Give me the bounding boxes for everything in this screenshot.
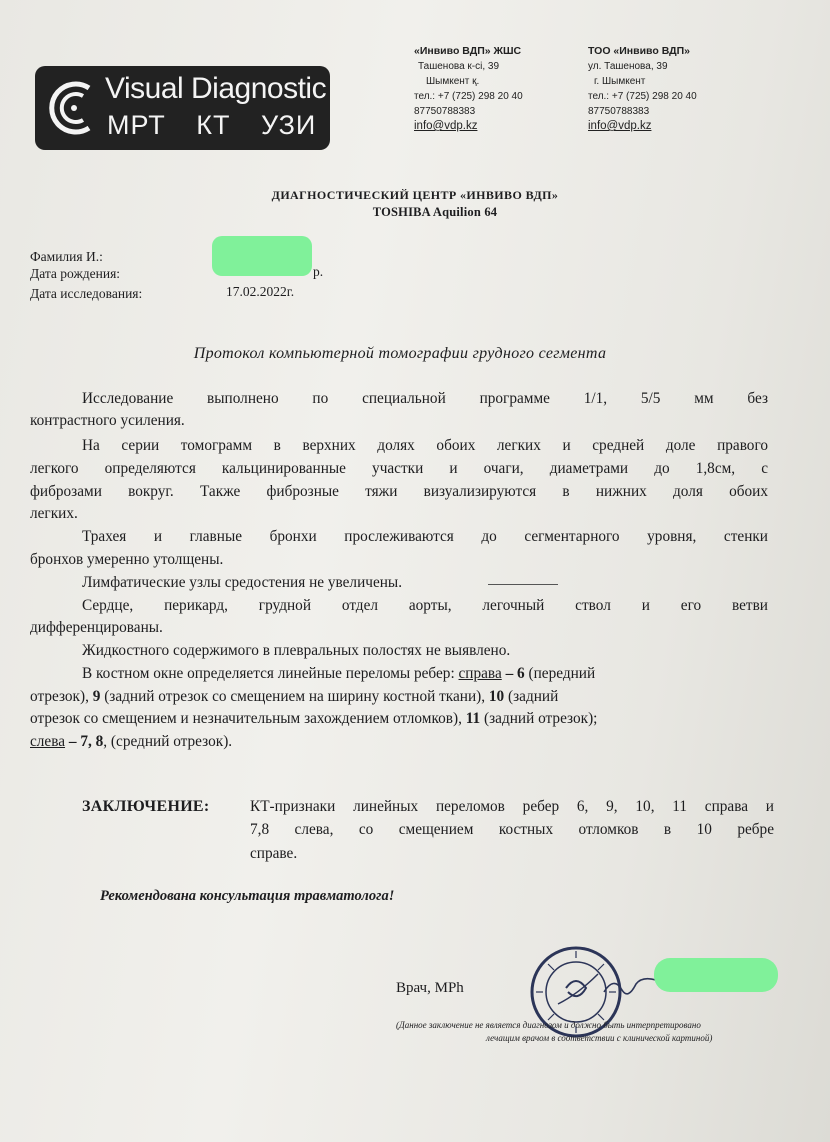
recommendation: Рекомендована консультация травматолога! — [100, 888, 395, 904]
redacted-doctor-name — [654, 958, 778, 992]
body-line-4: легкого определяются кальцинированные участки и очаги, диаметрами до 1,8см, с — [30, 460, 768, 477]
handwritten-underline — [488, 584, 558, 585]
text-segment: отрезок), — [30, 688, 93, 705]
contact-block-kazakh — [414, 44, 523, 134]
visual-diagnostic-logo — [35, 66, 330, 150]
right-side-label: справа — [458, 665, 502, 682]
conclusion-line-1: КТ-признаки линейных переломов ребер 6, 9, 10, 11 справа и — [250, 798, 774, 815]
rib-6: – 6 — [501, 665, 525, 682]
body-line-3: На серии томограмм в верхних долях обоих легких и средней доле правого — [82, 437, 768, 454]
contact-name: ТОО «Инвиво ВДП» — [588, 45, 691, 57]
footnote-line-2: лечащим врачом в соответствии с клинической картиной) — [486, 1033, 713, 1043]
center-name: ДИАГНОСТИЧЕСКИЙ ЦЕНТР «ИНВИВО ВДП» — [271, 188, 559, 202]
contact-address: Ташенова к-сі, 39 — [418, 61, 500, 72]
dob-label: Дата рождения: — [30, 266, 121, 281]
contact-email-link[interactable]: info@vdp.kz — [588, 120, 652, 132]
contact-mobile: 87750788383 — [414, 106, 476, 117]
contact-email-link[interactable]: info@vdp.kz — [414, 120, 478, 132]
rib-9: 9 — [92, 688, 101, 705]
body-line-13 — [82, 663, 595, 684]
body-line-5: фиброзами вокруг. Также фиброзные тяжи визуализируются в нижних доля обоих — [30, 483, 768, 500]
contact-city: Шымкент қ. — [426, 76, 480, 87]
contact-address: ул. Ташенова, 39 — [588, 61, 668, 72]
body-line-10: Сердце, перикард, грудной отдел аорты, легочный ствол и его ветви — [82, 597, 768, 614]
contact-city: г. Шымкент — [594, 76, 646, 87]
ribs-7-8: – 7, 8 — [65, 733, 104, 750]
body-line-16 — [30, 731, 232, 752]
text-segment: (задний отрезок со смещением на ширину костной ткани), — [100, 688, 489, 705]
body-line-11: дифференцированы. — [30, 619, 163, 636]
conclusion-line-2: 7,8 слева, со смещением костных отломков в 10 ребре — [250, 821, 774, 838]
study-date-value: 17.02.2022г. — [226, 284, 295, 299]
body-line-12: Жидкостного содержимого в плевральных полостях не выявлено. — [82, 642, 511, 659]
logo-service-ct: КТ — [196, 110, 231, 140]
handwritten-signature — [600, 972, 660, 1002]
rib-6-segment: (передний — [524, 665, 596, 682]
contact-phone: тел.: +7 (725) 298 20 40 — [414, 91, 523, 102]
left-side-label: слева — [30, 733, 66, 750]
text-segment: , (средний отрезок). — [103, 733, 233, 750]
logo-title: Visual Diagnostic — [105, 72, 327, 105]
body-line-8: бронхов умеренно утолщены. — [30, 551, 224, 568]
body-line-14 — [30, 686, 558, 707]
rib-11: 11 — [465, 710, 481, 727]
logo-service-us: УЗИ — [261, 110, 317, 140]
body-line-7: Трахея и главные бронхи прослеживаются до сегментарного уровня, стенки — [82, 528, 768, 545]
fracture-intro: В костном окне определяется линейные переломы ребер: — [82, 665, 459, 682]
device-name: TOSHIBA Aquilion 64 — [372, 205, 498, 219]
redacted-patient-info — [212, 236, 312, 276]
contact-block-russian — [588, 44, 697, 134]
body-line-6: легких. — [30, 505, 78, 522]
body-line-1: Исследование выполнено по специальной программе 1/1, 5/5 мм без — [82, 390, 768, 407]
text-segment: отрезок со смещением и незначительным захождением отломков), — [30, 710, 466, 727]
body-line-15 — [30, 708, 597, 729]
doctor-label: Врач, MPh — [396, 980, 464, 996]
dob-suffix: р. — [313, 264, 324, 279]
conclusion-line-3: справе. — [250, 845, 298, 862]
patient-name-label: Фамилия И.: — [30, 249, 103, 264]
contact-phone: тел.: +7 (725) 298 20 40 — [588, 91, 697, 102]
logo-c-mark-icon — [43, 74, 103, 142]
body-line-2: контрастного усиления. — [30, 412, 185, 429]
protocol-title: Протокол компьютерной томографии грудного сегмента — [193, 345, 607, 362]
logo-service-mri: МРТ — [107, 110, 166, 140]
text-segment: (задний отрезок); — [480, 710, 598, 727]
contact-name: «Инвиво ВДП» ЖШС — [414, 45, 522, 57]
contact-mobile: 87750788383 — [588, 106, 650, 117]
logo-services — [107, 110, 338, 141]
footnote-line-1: (Данное заключение не является диагнозом и должно быть интерпретировано — [396, 1020, 701, 1030]
rib-10: 10 — [488, 688, 505, 705]
text-segment: (задний — [504, 688, 559, 705]
conclusion-label: ЗАКЛЮЧЕНИЕ: — [82, 798, 210, 815]
study-date-label: Дата исследования: — [30, 286, 143, 301]
body-line-9: Лимфатические узлы средостения не увеличены. — [82, 574, 403, 591]
